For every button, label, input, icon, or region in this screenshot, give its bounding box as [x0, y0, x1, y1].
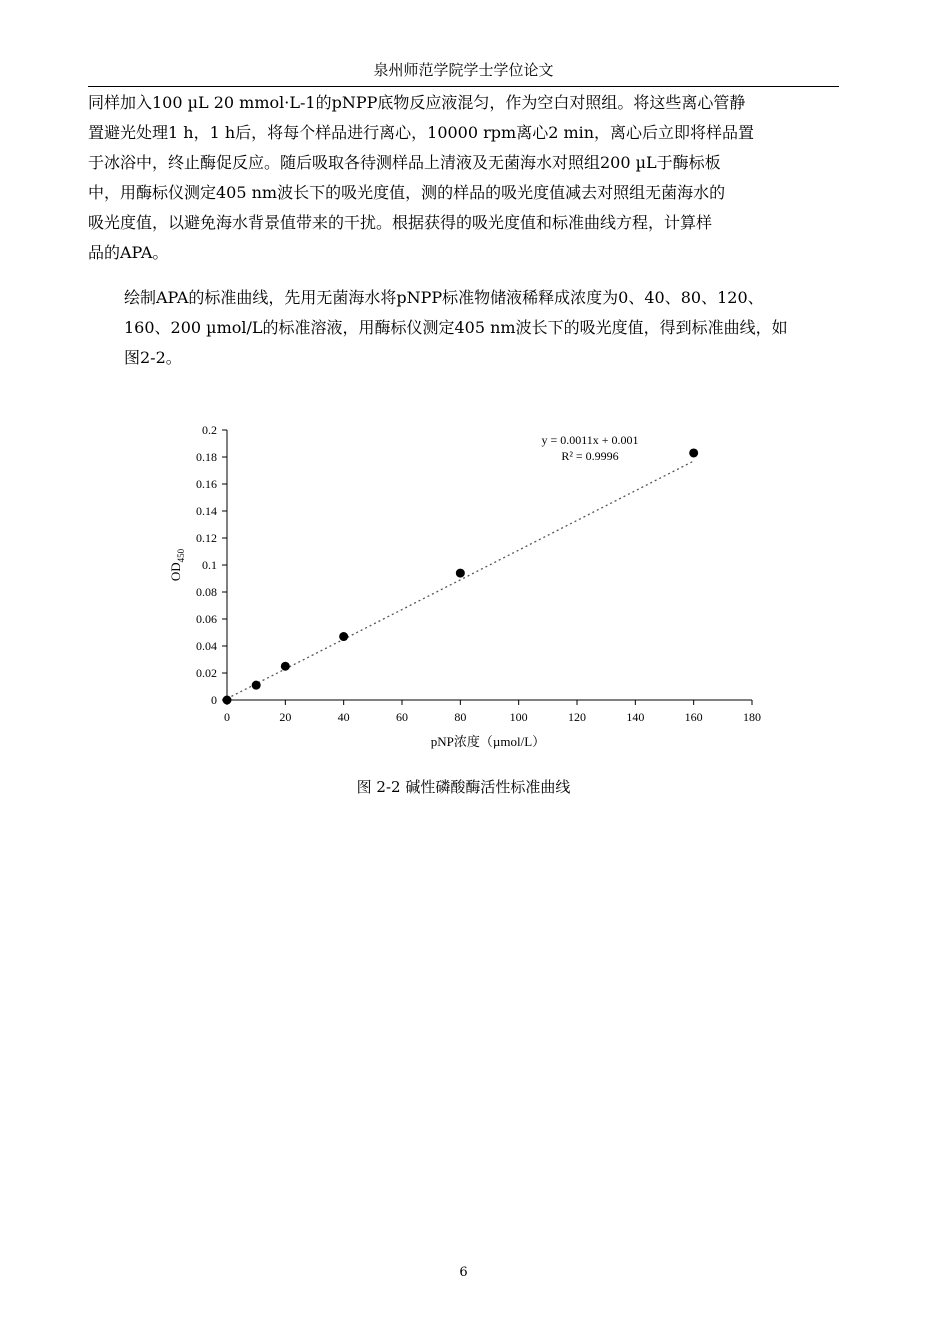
y-tick-label: 0.14: [196, 504, 217, 518]
x-tick-label: 180: [743, 710, 761, 724]
paragraph-1: [88, 88, 838, 268]
data-point: [689, 448, 698, 457]
data-point: [223, 696, 232, 705]
x-tick-label: 40: [337, 710, 350, 724]
paragraph-1-line: 吸光度值，以避免海水背景值带来的干扰。根据获得的吸光度值和标准曲线方程，计算样: [88, 213, 713, 232]
x-tick-label: 100: [509, 710, 528, 724]
x-axis-label: pNP浓度（µmol/L）: [430, 734, 546, 749]
figure-caption: 图 2-2 碱性磷酸酶活性标准曲线: [356, 778, 571, 796]
data-point: [252, 681, 261, 690]
y-axis-label-main: OD: [168, 562, 183, 582]
trendline: [227, 461, 694, 699]
page-number: 6: [459, 1265, 468, 1280]
paragraph-1-line: 于冰浴中，终止酶促反应。随后吸取各待测样品上清液及无菌海水对照组200 µL于酶标板: [88, 153, 721, 172]
y-tick-label: 0.06: [196, 612, 217, 626]
paragraph-2-line: 160、200 µmol/L的标准溶液，用酶标仪测定405 nm波长下的吸光度值，得到标准曲线，如: [124, 318, 788, 337]
chart-points: [223, 448, 699, 704]
chart-ticks: [196, 423, 761, 724]
paragraph-1-line: 同样加入100 µL 20 mmol·L-1的pNPP底物反应液混匀，作为空白对照组。将这些离心管静: [88, 93, 746, 112]
paragraph-2-line: 图2-2。: [124, 348, 182, 367]
y-axis-label: [168, 548, 186, 581]
header-rule: [88, 86, 839, 87]
paragraph-1-line: 置避光处理1 h，1 h后，将每个样品进行离心，10000 rpm离心2 min，离心后立即将样品置: [88, 123, 755, 142]
x-tick-label: 120: [568, 710, 586, 724]
data-point: [456, 569, 465, 578]
x-tick-label: 0: [224, 710, 230, 724]
y-tick-label: 0.02: [196, 666, 217, 680]
paragraph-2-line: 绘制APA的标准曲线，先用无菌海水将pNPP标准物储液稀释成浓度为0、40、80、120、: [124, 288, 764, 307]
y-tick-label: 0.1: [202, 558, 217, 572]
chart-axes: [227, 430, 752, 700]
y-tick-label: 0.2: [202, 423, 217, 437]
y-tick-label: 0.16: [196, 477, 217, 491]
paragraph-2: [88, 283, 838, 373]
data-point: [339, 632, 348, 641]
data-point: [281, 662, 290, 671]
x-tick-label: 60: [396, 710, 408, 724]
x-tick-label: 80: [454, 710, 467, 724]
trendline-equation: y = 0.0011x + 0.001: [541, 433, 639, 447]
paragraph-1-line: 品的APA。: [88, 243, 169, 262]
x-tick-label: 140: [626, 710, 645, 724]
y-tick-label: 0.18: [196, 450, 217, 464]
running-header: 泉州师范学院学士学位论文: [373, 61, 554, 79]
paragraph-1-line: 中，用酶标仪测定405 nm波长下的吸光度值，测的样品的吸光度值减去对照组无菌海水的: [88, 183, 726, 202]
standard-curve-chart: [150, 410, 790, 770]
r-squared-label: R² = 0.9996: [561, 449, 619, 463]
y-tick-label: 0.12: [196, 531, 217, 545]
y-tick-label: 0.04: [196, 639, 217, 653]
x-tick-label: 160: [684, 710, 703, 724]
x-tick-label: 20: [279, 710, 292, 724]
y-tick-label: 0: [211, 693, 217, 707]
y-axis-label-subscript: 450: [176, 548, 186, 563]
y-tick-label: 0.08: [196, 585, 217, 599]
